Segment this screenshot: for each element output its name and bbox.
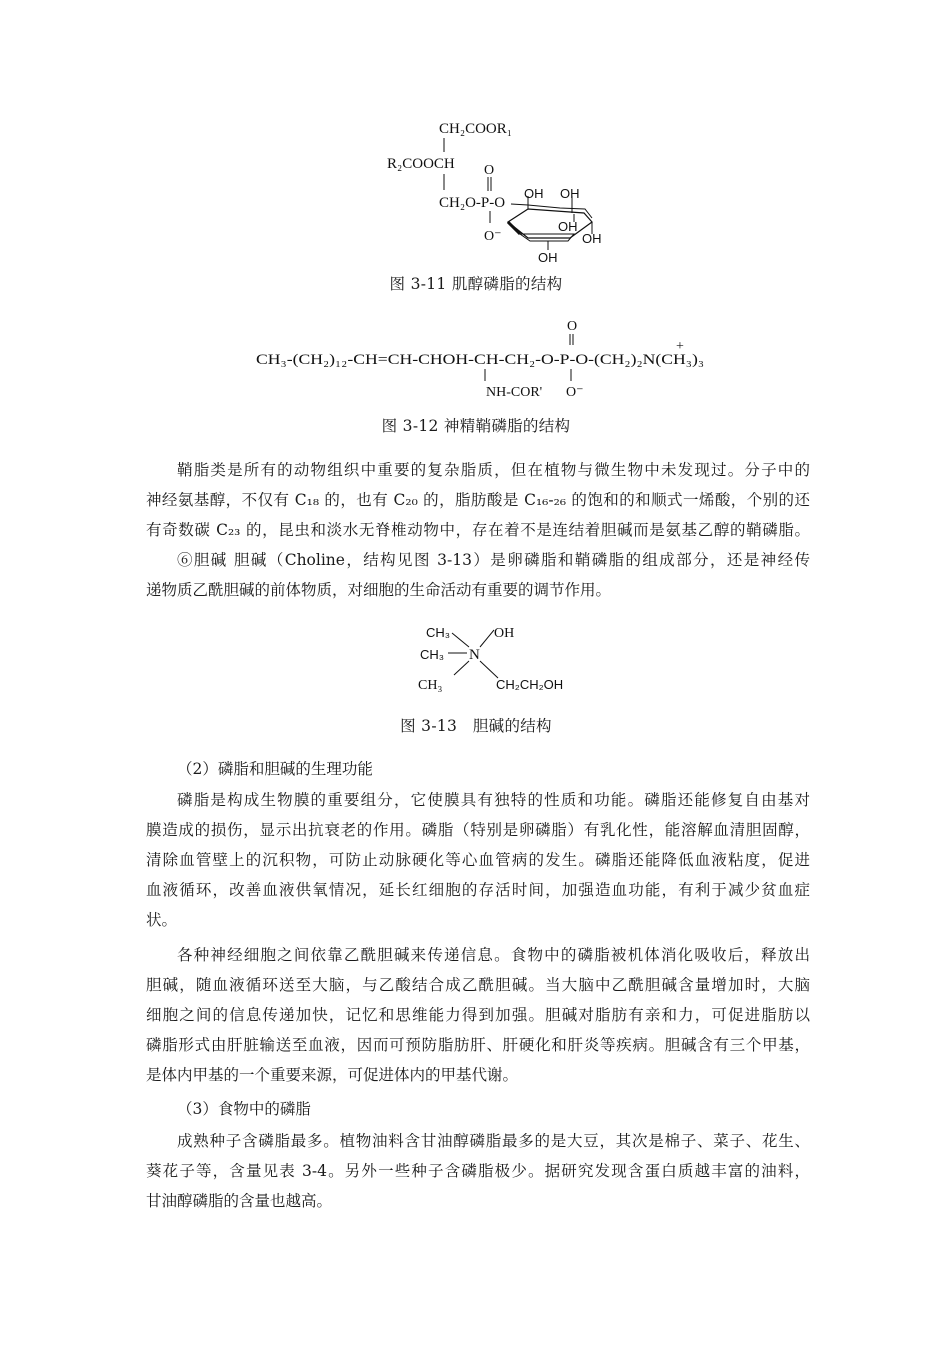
- p1-line-1: 鞘脂类是所有的动物组织中重要的复杂脂质，但在植物与微生物中未发现过。分子中的: [177, 461, 810, 479]
- paragraph-phospholipid-functions: [146, 785, 810, 935]
- p3-line-2: 膜造成的损伤，显示出抗衰老的作用。磷脂（特别是卵磷脂）有乳化性，能溶解血清胆固醇，: [146, 821, 810, 839]
- fig311-top-group: CH₂COOR₁: [439, 121, 512, 137]
- p3-line-3: 清除血管壁上的沉积物，可防止动脉硬化等心血管病的发生。磷脂还能降低血液粘度，促进: [146, 851, 810, 869]
- fig313-ch3-c: CH₃: [418, 678, 443, 693]
- fig313-ch3-b: CH₃: [420, 647, 445, 662]
- p4-line-1: 各种神经细胞之间依靠乙酰胆碱来传递信息。食物中的磷脂被机体消化吸收后，释放出: [177, 946, 810, 964]
- p3-line-5: 状。: [146, 911, 178, 929]
- paragraph-sphingolipids: [146, 455, 810, 545]
- fig311-ring-oh-1: OH: [524, 186, 544, 201]
- figure-3-12-caption: 图 3-12 神精鞘磷脂的结构: [381, 417, 571, 435]
- fig311-phosphate-minus: O⁻: [484, 229, 502, 244]
- p5-line-1: 成熟种子含磷脂最多。植物油料含甘油醇磷脂最多的是大豆，其次是棉子、菜子、花生、: [177, 1132, 810, 1150]
- fig311-middle-group: R₂COOCH: [387, 156, 455, 172]
- fig312-oxo: O: [567, 319, 578, 334]
- fig311-ring-oh-4: OH: [582, 231, 602, 246]
- figure-3-11-structure: [370, 110, 630, 270]
- fig311-ring-oh-5: OH: [538, 250, 558, 265]
- fig311-bottom-group: CH₂O-P-O: [439, 195, 506, 211]
- section-heading-physiological-functions: （2）磷脂和胆碱的生理功能: [177, 760, 373, 778]
- figure-3-12-structure: [254, 314, 714, 414]
- figure-3-13-caption: 图 3-13 胆碱的结构: [400, 717, 552, 735]
- fig312-plus: +: [676, 339, 684, 354]
- figure-3-11-caption: 图 3-11 肌醇磷脂的结构: [389, 275, 563, 293]
- p4-line-3: 细胞之间的信息传递加快，记忆和思维能力得到加强。胆碱对脂肪有亲和力，可促进脂肪以: [146, 1006, 810, 1024]
- p5-line-2: 葵花子等，含量见表 3-4。另外一些种子含磷脂极少。据研究发现含蛋白质越丰富的油料，: [146, 1162, 810, 1180]
- fig312-minus-o: O⁻: [566, 385, 584, 400]
- p5-line-3: 甘油醇磷脂的含量也越高。: [146, 1192, 333, 1210]
- paragraph-seed-phospholipids: [146, 1126, 810, 1216]
- p2-line-2: 递物质乙酰胆碱的前体物质，对细胞的生命活动有重要的调节作用。: [146, 581, 612, 599]
- fig311-ring-oh-3: OH: [558, 219, 578, 234]
- fig311-ring-oh-2: OH: [560, 186, 580, 201]
- p2-line-1: ⑥胆碱 胆碱（Choline，结构见图 3-13）是卵磷脂和鞘磷脂的组成部分，还是神经传: [177, 551, 810, 569]
- p4-line-2: 胆碱，随血液循环送至大脑，与乙酸结合成乙酰胆碱。当大脑中乙酰胆碱含量增加时，大脑: [146, 976, 810, 994]
- p1-line-3: 有奇数碳 C₂₃ 的，昆虫和淡水无脊椎动物中，存在着不是连结着胆碱而是氨基乙醇的鞘磷脂。: [146, 521, 810, 539]
- p1-line-2: 神经氨基醇，不仅有 C₁₈ 的，也有 C₂₀ 的，脂肪酸是 C₁₆-₂₆ 的饱和的和顺式一烯酸，个别的还: [146, 491, 810, 509]
- p4-line-4: 磷脂形式由肝脏输送至血液，因而可预防脂肪肝、肝硬化和肝炎等疾病。胆碱含有三个甲基，: [146, 1036, 810, 1054]
- fig313-ethanol: CH₂CH₂OH: [496, 677, 564, 692]
- fig312-amide: NH-COR': [486, 385, 543, 400]
- fig313-oh: OH: [494, 626, 515, 641]
- fig312-chain: CH₃-(CH₂)₁₂-CH=CH-CHOH-CH-CH₂-O-P-O-(CH₂)₂N(CH₃)₃: [256, 352, 704, 368]
- section-heading-phospholipids-in-food: （3）食物中的磷脂: [177, 1100, 311, 1118]
- p3-line-4: 血液循环，改善血液供氧情况，延长红细胞的存活时间，加强造血功能，有利于减少贫血症: [146, 881, 810, 899]
- p3-line-1: 磷脂是构成生物膜的重要组分，它使膜具有独特的性质和功能。磷脂还能修复自由基对: [177, 791, 810, 809]
- p4-line-5: 是体内甲基的一个重要来源，可促进体内的甲基代谢。: [146, 1066, 519, 1084]
- figure-3-13-structure: [410, 616, 590, 704]
- fig311-oxo: O: [484, 163, 495, 178]
- paragraph-choline: [146, 545, 810, 605]
- fig313-n: N: [469, 647, 480, 663]
- fig313-ch3-a: CH₃: [426, 625, 451, 640]
- paragraph-acetylcholine: [146, 940, 810, 1090]
